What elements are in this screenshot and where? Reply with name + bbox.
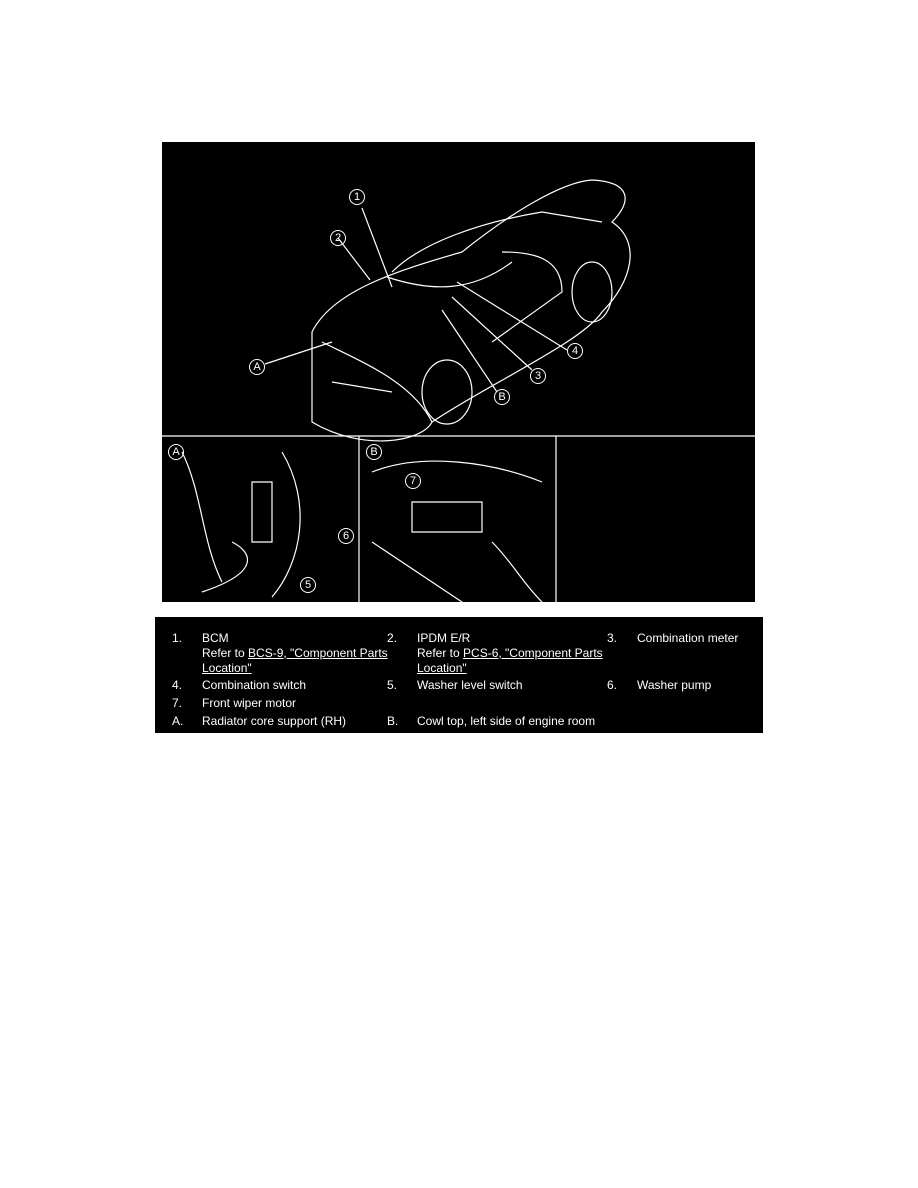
item-label: Radiator core support (RH) [202, 714, 347, 728]
item-number: 4. [172, 678, 183, 692]
bcs-9-link[interactable]: BCS-9, "Component Parts [248, 646, 388, 660]
callout-5: 5 [300, 577, 316, 593]
callout-A: A [249, 359, 265, 375]
item-label: Washer pump [637, 678, 712, 692]
item-label: BCM [202, 631, 229, 645]
panel-B-label: B [366, 444, 382, 460]
item-label: Combination meter [637, 631, 739, 645]
item-label: Front wiper motor [202, 696, 297, 710]
item-number: 3. [607, 631, 618, 645]
panel-A-label: A [168, 444, 184, 460]
item-number: 6. [607, 678, 618, 692]
item-label: Cowl top, left side of engine room [417, 714, 596, 728]
callout-B: B [494, 389, 510, 405]
item-number: 5. [387, 678, 398, 692]
item-number: B. [387, 714, 399, 728]
item-number: 1. [172, 631, 183, 645]
callout-2: 2 [330, 230, 346, 246]
pcs-6-link-cont[interactable]: Location" [417, 661, 467, 675]
item-number: A. [172, 714, 184, 728]
callout-7: 7 [405, 473, 421, 489]
callout-4: 4 [567, 343, 583, 359]
ref-prefix: Refer to [202, 646, 249, 660]
legend-table [155, 617, 763, 733]
ref-prefix: Refer to [417, 646, 464, 660]
item-label: Washer level switch [417, 678, 523, 692]
item-number: 7. [172, 696, 183, 710]
item-label: IPDM E/R [417, 631, 471, 645]
callout-1: 1 [349, 189, 365, 205]
item-number: 2. [387, 631, 398, 645]
component-location-diagram [162, 142, 755, 602]
callout-6: 6 [338, 528, 354, 544]
bcs-9-link-cont[interactable]: Location" [202, 661, 252, 675]
item-label: Combination switch [202, 678, 307, 692]
callout-3: 3 [530, 368, 546, 384]
pcs-6-link[interactable]: PCS-6, "Component Parts [463, 646, 603, 660]
